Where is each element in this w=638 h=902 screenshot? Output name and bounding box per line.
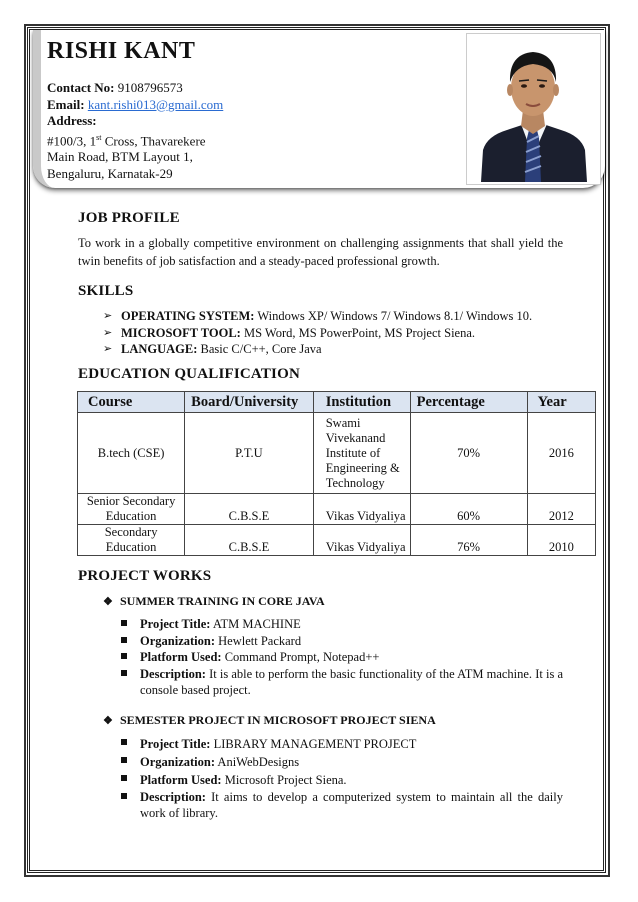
skill-value: MS Word, MS PowerPoint, MS Project Siena. bbox=[240, 325, 476, 340]
education-table bbox=[77, 391, 596, 556]
address-label: Address: bbox=[47, 113, 97, 128]
column-header: Percentage bbox=[410, 392, 527, 413]
skill-label: MICROSOFT TOOL: bbox=[121, 325, 241, 340]
skill-item bbox=[103, 325, 532, 342]
email-link[interactable]: kant.rishi013@gmail.com bbox=[87, 96, 224, 112]
detail-value: It is able to perform the basic functionality of the ATM machine. It is a console based project. bbox=[140, 666, 563, 697]
detail-value: Hewlett Packard bbox=[215, 633, 302, 648]
detail-label: Description: bbox=[140, 666, 206, 681]
profile-photo-frame bbox=[466, 33, 601, 185]
job-profile-title: JOB PROFILE bbox=[78, 210, 180, 226]
column-header: Course bbox=[78, 392, 185, 413]
project-detail-item bbox=[121, 753, 563, 771]
detail-value: Microsoft Project Siena. bbox=[221, 773, 347, 787]
table-cell: 70% bbox=[410, 413, 527, 494]
candidate-name: RISHI KANT bbox=[47, 38, 196, 64]
square-bullet-icon bbox=[121, 775, 127, 781]
project-detail-item bbox=[121, 666, 563, 699]
skill-item bbox=[103, 308, 532, 325]
project-details bbox=[121, 616, 563, 699]
detail-label: Organization: bbox=[140, 633, 215, 648]
skill-label: OPERATING SYSTEM: bbox=[121, 309, 255, 323]
project-detail-item bbox=[121, 735, 563, 753]
contact-block bbox=[47, 80, 223, 182]
detail-label: Project Title: bbox=[140, 617, 211, 631]
table-cell: 76% bbox=[410, 525, 527, 556]
table-cell: Secondary Education bbox=[78, 525, 185, 556]
project-heading bbox=[103, 713, 436, 728]
table-cell: B.tech (CSE) bbox=[78, 413, 185, 494]
skill-item bbox=[103, 341, 532, 358]
table-row bbox=[78, 525, 596, 556]
table-cell: 2010 bbox=[527, 525, 595, 556]
column-header: Board/University bbox=[185, 392, 314, 413]
project-details bbox=[121, 735, 563, 821]
project-heading bbox=[103, 594, 325, 609]
diamond-bullet-icon: ❖ bbox=[103, 715, 113, 727]
contact-label: Contact No: bbox=[47, 80, 115, 95]
arrow-bullet-icon: ➢ bbox=[103, 343, 113, 355]
project-detail-item bbox=[121, 789, 563, 821]
address-line3: Bengaluru, Karnatak-29 bbox=[47, 165, 173, 181]
skills-list bbox=[103, 308, 532, 358]
table-row bbox=[78, 413, 596, 494]
square-bullet-icon bbox=[121, 739, 127, 745]
square-bullet-icon bbox=[121, 793, 127, 799]
profile-photo bbox=[477, 38, 590, 182]
arrow-bullet-icon: ➢ bbox=[103, 326, 113, 339]
table-cell: C.B.S.E bbox=[185, 494, 314, 525]
project-detail-item bbox=[121, 771, 563, 789]
table-cell: C.B.S.E bbox=[185, 525, 314, 556]
diamond-bullet-icon: ❖ bbox=[103, 596, 113, 608]
contact-value: 9108796573 bbox=[117, 80, 183, 95]
detail-label: Organization: bbox=[140, 755, 215, 769]
job-profile-text: To work in a globally competitive environment on challenging assignments that shall yield the twin benefits of job satisfaction and a steady-paced professional growth. bbox=[78, 236, 563, 268]
skills-title: SKILLS bbox=[78, 283, 134, 299]
skill-value: Basic C/C++, Core Java bbox=[197, 342, 322, 356]
table-header-row bbox=[78, 392, 596, 413]
table-cell: P.T.U bbox=[185, 413, 314, 494]
table-cell: Swami Vivekanand Institute of Engineering & Technology bbox=[313, 413, 410, 494]
square-bullet-icon bbox=[121, 637, 127, 643]
table-cell: 2016 bbox=[527, 413, 595, 494]
table-cell: 2012 bbox=[527, 494, 595, 525]
square-bullet-icon bbox=[121, 757, 127, 763]
detail-value: LIBRARY MANAGEMENT PROJECT bbox=[210, 737, 417, 751]
skill-value: Windows XP/ Windows 7/ Windows 8.1/ Windows 10. bbox=[254, 309, 533, 323]
detail-value: It aims to develop a computerized system to maintain all the daily work of library. bbox=[140, 790, 563, 820]
projects-title: PROJECT WORKS bbox=[78, 568, 212, 584]
address-line1-sup: st bbox=[96, 132, 102, 142]
detail-value: AniWebDesigns bbox=[215, 755, 300, 769]
arrow-bullet-icon: ➢ bbox=[103, 310, 113, 322]
address-line2: Main Road, BTM Layout 1, bbox=[47, 149, 193, 165]
table-cell: Senior Secondary Education bbox=[78, 494, 185, 525]
table-row bbox=[78, 494, 596, 525]
detail-value: Command Prompt, Notepad++ bbox=[221, 650, 380, 664]
table-cell: 60% bbox=[410, 494, 527, 525]
project-heading-text: SEMESTER PROJECT IN MICROSOFT PROJECT SIENA bbox=[120, 713, 436, 727]
square-bullet-icon bbox=[121, 670, 127, 676]
project-detail-item bbox=[121, 616, 563, 633]
detail-label: Platform Used: bbox=[140, 773, 222, 787]
detail-label: Description: bbox=[140, 790, 206, 804]
email-label: Email: bbox=[47, 96, 85, 112]
project-detail-item bbox=[121, 649, 563, 666]
detail-label: Platform Used: bbox=[140, 650, 222, 664]
detail-value: ATM MACHINE bbox=[210, 617, 301, 631]
square-bullet-icon bbox=[121, 653, 127, 659]
table-cell: Vikas Vidyaliya bbox=[313, 494, 410, 525]
column-header: Year bbox=[527, 392, 595, 413]
address-line1-pre: #100/3, 1 bbox=[47, 132, 97, 148]
project-heading-text: SUMMER TRAINING IN CORE JAVA bbox=[120, 594, 325, 608]
education-title: EDUCATION QUALIFICATION bbox=[78, 366, 300, 382]
square-bullet-icon bbox=[121, 620, 127, 626]
table-cell: Vikas Vidyaliya bbox=[313, 525, 410, 556]
column-header: Institution bbox=[313, 392, 410, 413]
detail-label: Project Title: bbox=[140, 737, 211, 751]
project-detail-item bbox=[121, 633, 563, 650]
address-line1-post: Cross, Thavarekere bbox=[101, 132, 206, 148]
skill-label: LANGUAGE: bbox=[121, 342, 198, 356]
